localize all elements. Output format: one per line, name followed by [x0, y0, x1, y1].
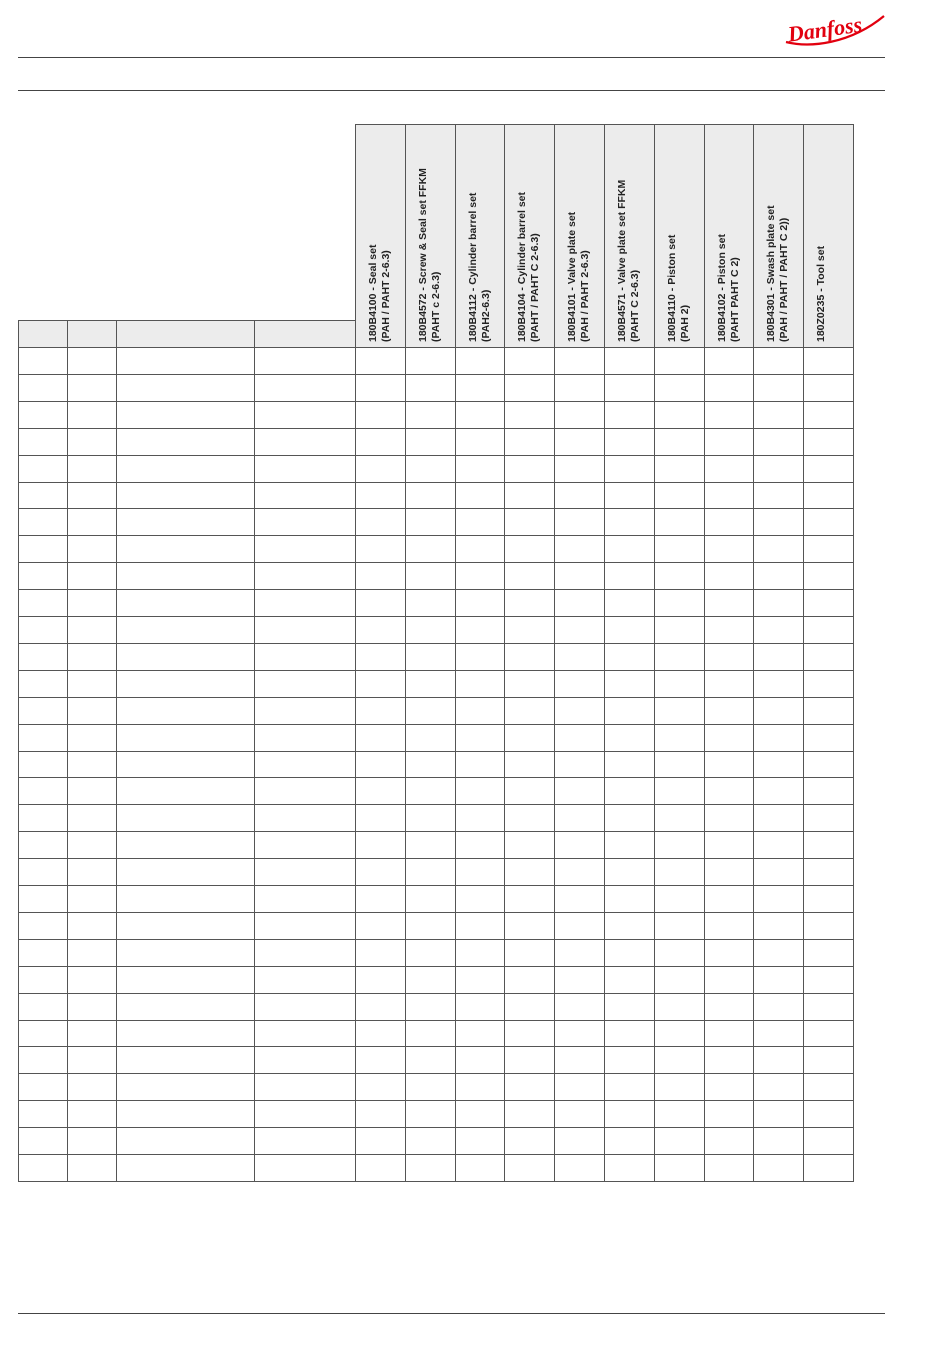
column-line	[67, 320, 68, 1181]
column-header-title: 180B4571 - Valve plate set FFKM	[616, 179, 628, 342]
column-line	[504, 124, 505, 1182]
column-line	[18, 320, 19, 1181]
row-line	[18, 1100, 854, 1101]
row-line	[18, 1020, 854, 1021]
row-line	[18, 1127, 854, 1128]
row-line	[18, 912, 854, 913]
column-header-subtitle: (PAH / PAHT / PAHT C 2))	[777, 217, 790, 342]
column-header-title: 180B4102 - Piston set	[715, 234, 728, 342]
row-line	[18, 885, 854, 886]
column-header	[566, 212, 591, 342]
column-header	[417, 168, 442, 342]
row-line	[18, 804, 854, 805]
column-line	[405, 124, 406, 1182]
column-header-subtitle: (PAH 2)	[678, 304, 691, 342]
column-header-title: 180B4112 - Cylinder barrel set	[466, 192, 479, 342]
row-line	[18, 724, 854, 725]
row-line	[18, 374, 854, 375]
row-line	[18, 643, 854, 644]
column-header-subtitle: (PAH / PAHT 2-6.3)	[379, 250, 392, 342]
column-line	[753, 124, 754, 1182]
row-line	[18, 670, 854, 671]
column-header	[716, 234, 741, 342]
row-line	[18, 939, 854, 940]
row-line	[18, 508, 854, 509]
column-header-subtitle: (PAHT C 2-6.3)	[628, 269, 641, 342]
column-line	[604, 124, 605, 1182]
row-line	[18, 831, 854, 832]
row-line	[18, 616, 854, 617]
row-line	[18, 1181, 854, 1182]
column-line	[355, 124, 356, 1182]
row-line	[18, 562, 854, 563]
row-line	[18, 455, 854, 456]
column-line	[654, 124, 655, 1182]
column-header	[367, 245, 392, 342]
column-header	[616, 180, 641, 342]
row-line	[18, 535, 854, 536]
row-line	[18, 777, 854, 778]
column-header-title: 180B4101 - Valve plate set	[566, 211, 579, 342]
left-header-background	[18, 320, 355, 347]
column-line	[254, 320, 255, 1181]
column-header-subtitle: (PAHT / PAHT C 2-6.3)	[528, 233, 541, 342]
column-header-title: 180B4110 - Piston set	[665, 234, 678, 342]
header-bottom-line	[18, 347, 854, 348]
row-line	[18, 589, 854, 590]
column-header	[815, 246, 828, 342]
row-line	[18, 858, 854, 859]
column-line	[554, 124, 555, 1182]
column-header	[467, 193, 492, 342]
row-line	[18, 993, 854, 994]
row-line	[18, 401, 854, 402]
row-line	[18, 428, 854, 429]
column-line	[704, 124, 705, 1182]
column-header	[516, 192, 541, 342]
column-header-subtitle: (PAH2-6.3)	[479, 289, 492, 342]
column-header-subtitle: (PAHT PAHT C 2)	[728, 257, 741, 342]
column-header	[765, 205, 790, 342]
column-header-title: 180Z0235 - Tool set	[815, 245, 828, 342]
row-line	[18, 1154, 854, 1155]
row-line	[18, 1046, 854, 1047]
row-line	[18, 966, 854, 967]
row-line	[18, 697, 854, 698]
svg-text:Danfoss: Danfoss	[786, 11, 864, 47]
column-header-subtitle: (PAHT c 2-6.3)	[429, 271, 442, 342]
column-header-subtitle: (PAH / PAHT 2-6.3)	[578, 250, 591, 342]
left-header-top-line	[18, 320, 355, 321]
column-line	[116, 320, 117, 1181]
row-line	[18, 482, 854, 483]
column-line	[803, 124, 804, 1182]
row-line	[18, 1073, 854, 1074]
column-header-title: 180B4104 - Cylinder barrel set	[516, 192, 529, 342]
column-header	[666, 235, 691, 342]
column-header-title: 180B4100 - Seal set	[367, 244, 379, 342]
column-line	[853, 124, 854, 1182]
row-line	[18, 751, 854, 752]
column-header-title: 180B4572 - Screw & Seal set FFKM	[416, 168, 429, 342]
column-line	[455, 124, 456, 1182]
column-header-title: 180B4301 - Swash plate set	[765, 205, 778, 342]
